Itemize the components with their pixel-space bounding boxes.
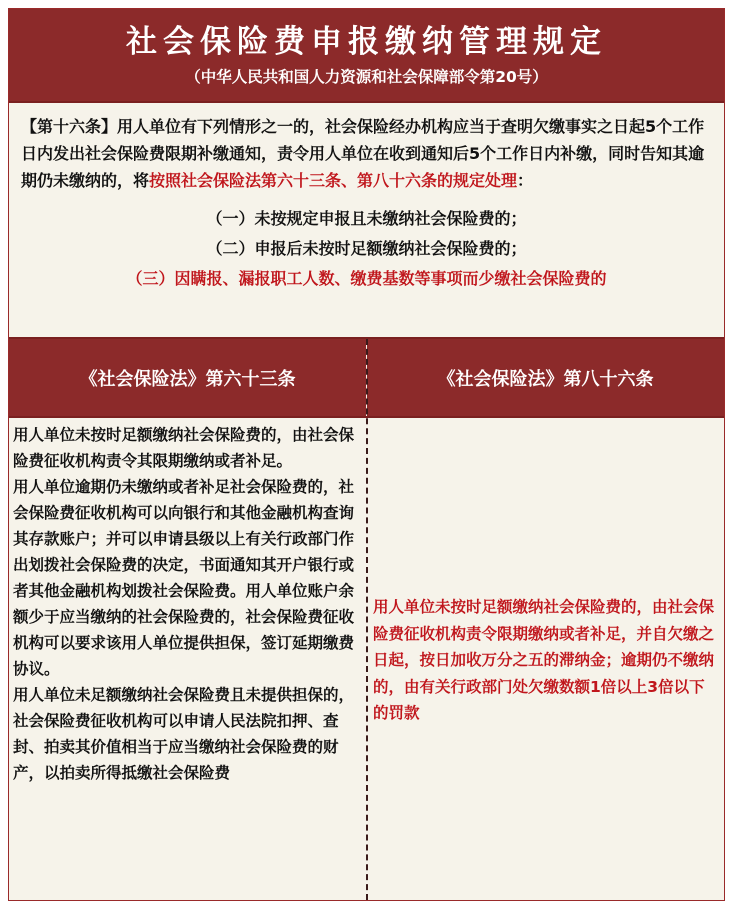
left-paragraph-2: 用人单位逾期仍未缴纳或者补足社会保险费的，社会保险费征收机构可以向银行和其他金融机构查询其存款账户；并可以申请县级以上有关行政部门作出划拨社会保险费的决定，书面通知其开户银行或者其他金融机构划拨社会保险费。用人单位账户余额少于应当缴纳的社会保险费的，社会保险费征收机构可以要求该用人单位提供担保，签订延期缴费协议。 <box>13 478 355 678</box>
right-column-text: 用人单位未按时足额缴纳社会保险费的，由社会保险费征收机构责令限期缴纳或者补足，并自欠缴之日起，按日加收万分之五的滞纳金；逾期仍不缴纳的，由有关行政部门处欠缴数额1倍以上3倍以下的罚款 <box>373 598 715 722</box>
article-text: 用人单位有下列情形之一的，社会保险经办机构应当于查明欠缴事实之日起5个工作日内发出社会保险费限期补缴通知，责令用人单位在收到通知后5个工作日内补缴，同时告知其逾期仍未缴纳的，将 <box>21 117 705 190</box>
article-16 <box>9 101 724 339</box>
column-divider <box>366 339 368 900</box>
article-items <box>21 204 712 294</box>
page-subtitle: （中华人民共和国人力资源和社会保障部令第20号） <box>185 68 548 86</box>
left-paragraph-1: 用人单位未按时足额缴纳社会保险费的，由社会保险费征收机构责令其限期缴纳或者补足。 <box>13 426 355 470</box>
left-paragraph-3: 用人单位未足额缴纳社会保险费且未提供担保的，社会保险费征收机构可以申请人民法院扣押、查封、拍卖其价值相当于应当缴纳社会保险费的财产，以拍卖所得抵缴社会保险费 <box>13 686 355 782</box>
right-column-heading: 《社会保险法》第八十六条 <box>367 339 724 416</box>
article-item-1: （一）未按规定申报且未缴纳社会保险费的； <box>206 209 527 228</box>
article-colon: ： <box>517 171 534 190</box>
page-title: 社会保险费申报缴纳管理规定 <box>126 24 607 60</box>
header <box>9 9 724 101</box>
left-column-text <box>13 422 361 786</box>
article-paragraph <box>21 113 712 194</box>
article-label: 【第十六条】 <box>21 117 118 136</box>
left-column-heading: 《社会保险法》第六十三条 <box>9 339 366 416</box>
regulation-card <box>8 8 725 901</box>
article-highlight: 按照社会保险法第六十三条、第八十六条的规定处理 <box>149 171 518 190</box>
article-item-3: （三）因瞒报、漏报职工人数、缴费基数等事项而少缴社会保险费的 <box>126 269 607 288</box>
article-item-2: （二）申报后未按时足额缴纳社会保险费的； <box>206 239 527 258</box>
